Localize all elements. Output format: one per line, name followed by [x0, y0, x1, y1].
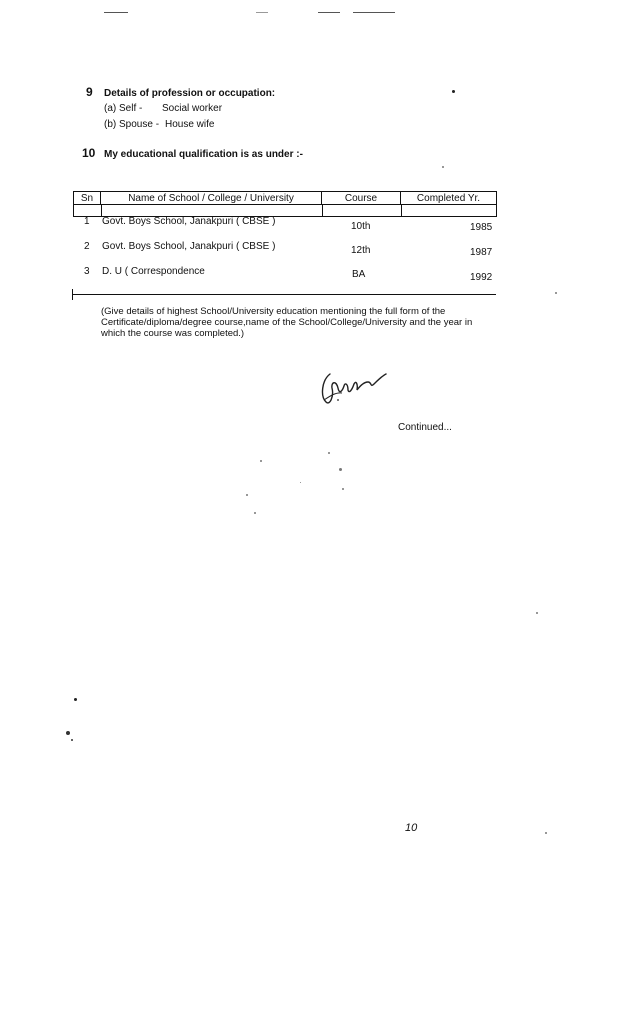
table-row	[73, 241, 497, 258]
instruction-note: (Give details of highest School/University education mentioning the full form of the Certificate/diploma/degree course,name of the School/College/University and the year in which the course was completed.)	[101, 306, 473, 339]
signature-icon	[316, 366, 388, 410]
faint-stamp-marks	[240, 448, 350, 528]
row-year: 1985	[470, 222, 493, 233]
header-school: Name of School / College / University	[101, 192, 322, 204]
row-school: D. U ( Correspondence	[102, 266, 205, 277]
section-9-title: Details of profession or occupation:	[104, 88, 276, 99]
scan-speck	[452, 90, 455, 93]
section-9-number: 9	[86, 85, 93, 99]
scan-speck	[545, 832, 547, 834]
scan-speck	[71, 739, 73, 741]
row-course: 10th	[351, 221, 371, 232]
col-divider	[101, 204, 102, 216]
row-school: Govt. Boys School, Janakpuri ( CBSE )	[102, 216, 276, 227]
row-course: BA	[352, 269, 366, 280]
qualification-table-header	[73, 191, 497, 217]
spouse-label: (b) Spouse -	[104, 119, 160, 130]
header-course: Course	[322, 192, 401, 204]
scan-speck	[442, 166, 444, 168]
page-number: 10	[405, 822, 418, 834]
header-completed-year: Completed Yr.	[416, 192, 481, 204]
spouse-value: House wife	[165, 119, 215, 130]
table-bottom-rule	[72, 294, 496, 295]
row-sn: 2	[84, 241, 90, 252]
row-school: Govt. Boys School, Janakpuri ( CBSE )	[102, 241, 276, 252]
table-bottom-tick	[72, 289, 73, 300]
col-divider	[401, 204, 402, 216]
row-year: 1992	[470, 272, 493, 283]
header-sn: Sn	[74, 192, 101, 204]
continued-label: Continued...	[398, 422, 452, 433]
scan-speck	[66, 731, 70, 735]
row-sn: 3	[84, 266, 90, 277]
row-course: 12th	[351, 245, 371, 256]
self-value: Social worker	[162, 103, 223, 114]
table-row	[73, 266, 497, 283]
scan-speck	[555, 292, 557, 294]
row-sn: 1	[84, 216, 90, 227]
section-10-number: 10	[82, 146, 96, 160]
section-10-title: My educational qualification is as under :-	[104, 149, 303, 160]
header-divider	[74, 204, 496, 205]
col-divider	[322, 204, 323, 216]
self-label: (a) Self -	[104, 103, 143, 114]
scan-speck	[74, 698, 77, 701]
row-year: 1987	[470, 247, 493, 258]
scan-speck	[536, 612, 538, 614]
table-row	[73, 216, 497, 233]
